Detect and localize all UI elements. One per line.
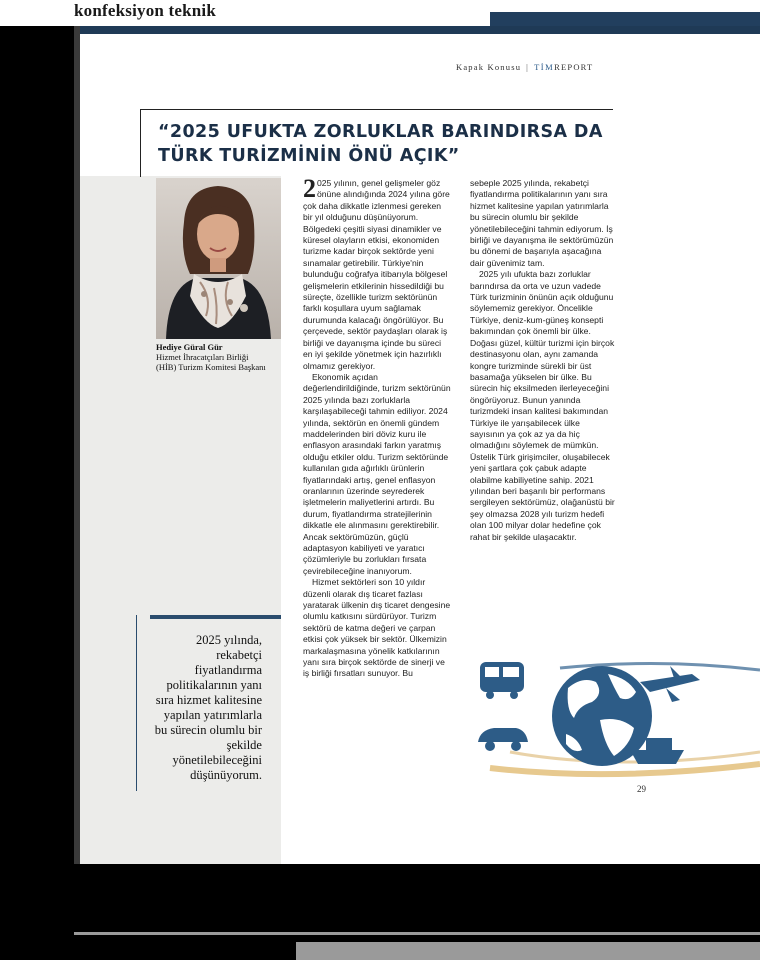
pull-quote-rule [150,615,281,619]
top-band [490,12,760,26]
globe-transport-icon [470,640,760,790]
travel-illustration [470,640,760,790]
title-rule-vertical [140,109,141,177]
report-rest: REPORT [554,62,594,72]
paragraph-5: 2025 yılı ufukta bazı zorluklar barındırsa da orta ve uzun vadede Türk turizminin önünün açık olduğunu söylememiz gerekiyor. Öncelikle Türkiye, deniz-kum-güneş konsepti bakımından çok önemli bir ülke. Doğası güzel, kültür turizmi için birçok destinasyonu olan, aynı zamanda kongre turizminde sürekli bir üst basamağa yükselen bir ülke. Bu sürecin hiç eksilmeden ilerleyeceğini öngörüyoruz. Bunun yanında turizmdeki insan kalitesi bakımından Türkiye ile yarışabilecek ülke sayısının ya çok az ya da hiç olmadığını söylemek de mümkün. Üstelik Türk girişimciler, oluşabilecek yeni şartlara çok çabuk adapte olabilme kabiliyetine sahip. 2021 yılından beri başarılı bir performans sergileyen sektörümüz, olağanüstü bir şey olmazsa 2028 yılı turizm hedefi olan 100 milyar dolar hedefine çok rahat bir şekilde ulaşacaktır. [470,269,615,542]
portrait-photo [156,178,281,339]
paragraph-2: Ekonomik açıdan değerlendirildiğinde, turizm sektörünün 2025 yılında bazı zorluklarla karşılaşabileceği tahmin ediliyor. 2024 yılında, sektörün en önemli gündem maddelerinden biri döviz kuru ile enflasyon arasındaki farkın yaratmış olduğu etkiler oldu. Turizm sektöründe kullanılan gıda ağırlıklı ürünlerin fiyatlarındaki artış, genel enflasyon oranlarının üzerinde seyrederek işletmelerin maliyetlerini artırdı. Bu durum, fiyatlandırma stratejilerinin dikkatle ele alınmasını gerektirebilir. Ancak sektörümüzün, güçlü adaptasyon kabiliyeti ve yaratıcı çözümleriyle bu zorlukları fırsata çevirebileceğine inanıyorum. [303,371,451,576]
paragraph-4: sebeple 2025 yılında, rekabetçi fiyatlandırma politikalarının yanı sıra hizmet kalitesine yapılan yatırımlarla bu sürecin olumlu bir şekilde yönetilebileceğini tahmin ediyorum. İş birliği ve dayanışma ile sektörümüzün bu dönemi de başarıyla aşacağına dair güvenimiz tam. [470,178,614,268]
title-rule [140,109,613,110]
paragraph-1: 025 yılının, genel gelişmeler göz önüne alındığında 2024 yılına göre çok daha dikkatle izlenmesi gereken bir yıl olduğunu düşünüyorum. Bölgedeki çeşitli siyasi dinamikler ve küresel olayların etkisi, ekonomiden turizme kadar birçok sektörde yeni sınamalar getirebilir. Türkiye'nin bulunduğu coğrafya itibarıyla bölgesel gelişmelerin etkilerinin hissedildiği bu süreçte, özellikle turizm sektörünün farklı koşullara uyum sağlamak durumunda kalacağı öngörülüyor. Bu çerçevede, sektör paydaşları olarak iş birliği ve dayanışma içinde bu süreci en iyi şekilde yönetmek için hazırlıklı olmamız gerekiyor. [303,178,450,371]
paragraph-3: Hizmet sektörleri son 10 yıldır düzenli olarak dış ticaret fazlası yaratarak ülkenin dış ticaret dengesine olumlu katkısını sürdürüyor. Turizm sektörü de katma değeri ve çarpan etkisi çok yüksek bir sektör. Ülkemizin markalaşmasına yönelik katkılarının yanı sıra birçok sektörde de sinerji ve iş birliği fırsatları sunuyor. Bu [303,577,451,679]
page-number: 29 [637,784,646,794]
top-band-bottom [80,26,760,34]
caption-name: Hediye Güral Gür [156,342,223,352]
section-label: Kapak Konusu [456,62,522,72]
pull-quote: 2025 yılında, rekabetçi fiyatlandırma politikalarının yanı sıra hizmet kalitesine yapılan yatırımlarla bu sürecin olumlu bir şekilde yönetilebileceğini düşünüyorum. [154,633,262,782]
bottom-rule [74,932,760,935]
caption-org: Hizmet İhracatçıları Birliği [156,352,249,362]
magazine-brand: konfeksiyon teknik [74,1,217,20]
caption-role: (HİB) Turizm Komitesi Başkanı [156,362,266,372]
portrait-illustration [156,178,281,339]
bottom-bar [296,942,760,960]
article-title: “2025 UFUKTA ZORLUKLAR BARINDIRSA DA TÜRK TURİZMİNİN ÖNÜ AÇIK” [158,122,603,166]
body-column-1 [303,174,451,680]
photo-caption [156,342,291,372]
report-tim: TİM [534,62,555,72]
pull-quote-vertical-rule [136,615,137,791]
running-header [456,62,593,72]
body-column-2 [470,178,616,543]
header-separator: | [526,62,530,72]
drop-cap: 2 [303,174,316,203]
